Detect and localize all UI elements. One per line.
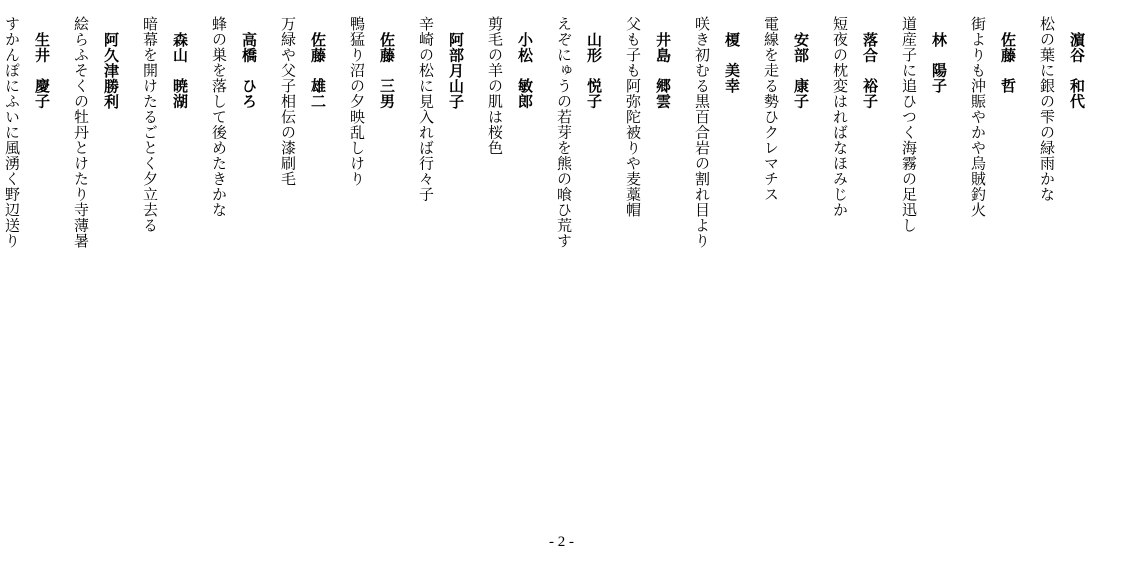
haiku-entry bbox=[956, 10, 1016, 310]
author-name: 生井慶子 bbox=[33, 32, 51, 109]
author-name: 佐藤哲 bbox=[999, 32, 1017, 94]
haiku-entry bbox=[611, 10, 671, 310]
haiku-entry bbox=[404, 10, 464, 310]
haiku-entry bbox=[749, 10, 809, 310]
haiku-entry bbox=[542, 10, 602, 310]
haiku-text: 絵らふそくの牡丹とけたり寺薄暑 bbox=[72, 16, 90, 249]
author-name: 高橋ひろ bbox=[240, 32, 258, 109]
haiku-text: 電線を走る勢ひクレマチス bbox=[762, 16, 780, 202]
haiku-entry bbox=[818, 10, 878, 310]
haiku-entry bbox=[887, 10, 947, 310]
haiku-list bbox=[0, 10, 1085, 310]
haiku-text: 鴨猛り沼の夕映乱しけり bbox=[348, 16, 366, 187]
author-name: 阿部月山子 bbox=[447, 32, 465, 110]
haiku-entry bbox=[266, 10, 326, 310]
author-name: 濵谷和代 bbox=[1068, 32, 1086, 109]
author-name: 佐藤三男 bbox=[378, 32, 396, 109]
author-name: 山形悦子 bbox=[585, 32, 603, 109]
haiku-entry bbox=[59, 10, 119, 310]
author-name: 榎美幸 bbox=[723, 32, 741, 94]
haiku-entry bbox=[1025, 10, 1085, 310]
author-name: 小松敏郎 bbox=[516, 32, 534, 109]
haiku-entry bbox=[680, 10, 740, 310]
author-name: 落合裕子 bbox=[861, 32, 879, 109]
haiku-text: 蜂の巣を落して後めたきかな bbox=[210, 16, 228, 218]
haiku-text: 剪毛の羊の肌は桜色 bbox=[486, 16, 504, 156]
haiku-text: 辛崎の松に見入れば行々子 bbox=[417, 16, 435, 202]
haiku-entry bbox=[197, 10, 257, 310]
haiku-text: 万緑や父子相伝の漆刷毛 bbox=[279, 16, 297, 187]
haiku-text: えぞにゅうの若芽を熊の喰ひ荒す bbox=[555, 16, 573, 249]
haiku-text: 短夜の枕変はればなほみじか bbox=[831, 16, 849, 218]
haiku-entry bbox=[0, 10, 50, 310]
haiku-text: 松の葉に銀の雫の緑雨かな bbox=[1038, 16, 1056, 202]
author-name: 佐藤雄二 bbox=[309, 32, 327, 109]
haiku-text: 咲き初むる黒百合岩の割れ目より bbox=[693, 16, 711, 249]
haiku-entry bbox=[473, 10, 533, 310]
haiku-text: 父も子も阿弥陀被りや麦藁帽 bbox=[624, 16, 642, 218]
haiku-entry bbox=[128, 10, 188, 310]
author-name: 森山暁湖 bbox=[171, 32, 189, 109]
author-name: 林陽子 bbox=[930, 32, 948, 94]
page-number: - 2 - bbox=[549, 534, 574, 550]
author-name: 井島郷雲 bbox=[654, 32, 672, 109]
author-name: 阿久津勝利 bbox=[102, 32, 120, 110]
haiku-text: 街よりも沖賑やかや烏賊釣火 bbox=[969, 16, 987, 218]
haiku-text: 暗幕を開けたるごとく夕立去る bbox=[141, 16, 159, 233]
haiku-text: すかんぽにふいに風湧く野辺送り bbox=[3, 16, 21, 249]
haiku-text: 道産子に追ひつく海霧の足迅し bbox=[900, 16, 918, 233]
author-name: 安部康子 bbox=[792, 32, 810, 109]
haiku-entry bbox=[335, 10, 395, 310]
